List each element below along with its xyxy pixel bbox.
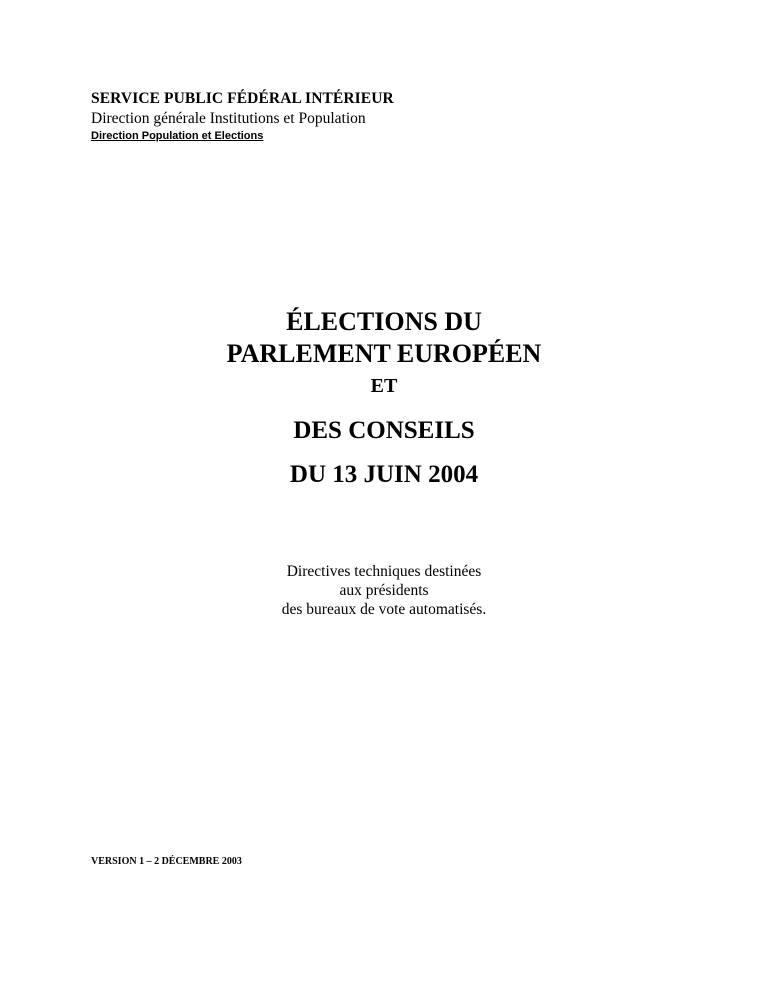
document-subtitle	[0, 562, 768, 619]
header-block	[91, 89, 394, 144]
version-date: VERSION 1 – 2 DÉCEMBRE 2003	[91, 856, 242, 867]
direction-general-name: Direction générale Institutions et Population	[91, 110, 366, 127]
direction-population-name: Direction Population et Elections	[91, 130, 264, 142]
title-line-5: DU 13 JUIN 2004	[289, 461, 479, 488]
title-line-3: ET	[370, 375, 398, 397]
organization-name: SERVICE PUBLIC FÉDÉRAL INTÉRIEUR	[91, 90, 394, 107]
subtitle-line-3: des bureaux de vote automatisés.	[281, 601, 487, 618]
document-title	[0, 306, 768, 490]
subtitle-line-1: Directives techniques destinées	[286, 563, 482, 580]
title-line-1: ÉLECTIONS DU	[286, 307, 482, 336]
subtitle-line-2: aux présidents	[339, 582, 429, 599]
title-line-4: DES CONSEILS	[293, 417, 475, 444]
title-line-2: PARLEMENT EUROPÉEN	[226, 339, 542, 368]
